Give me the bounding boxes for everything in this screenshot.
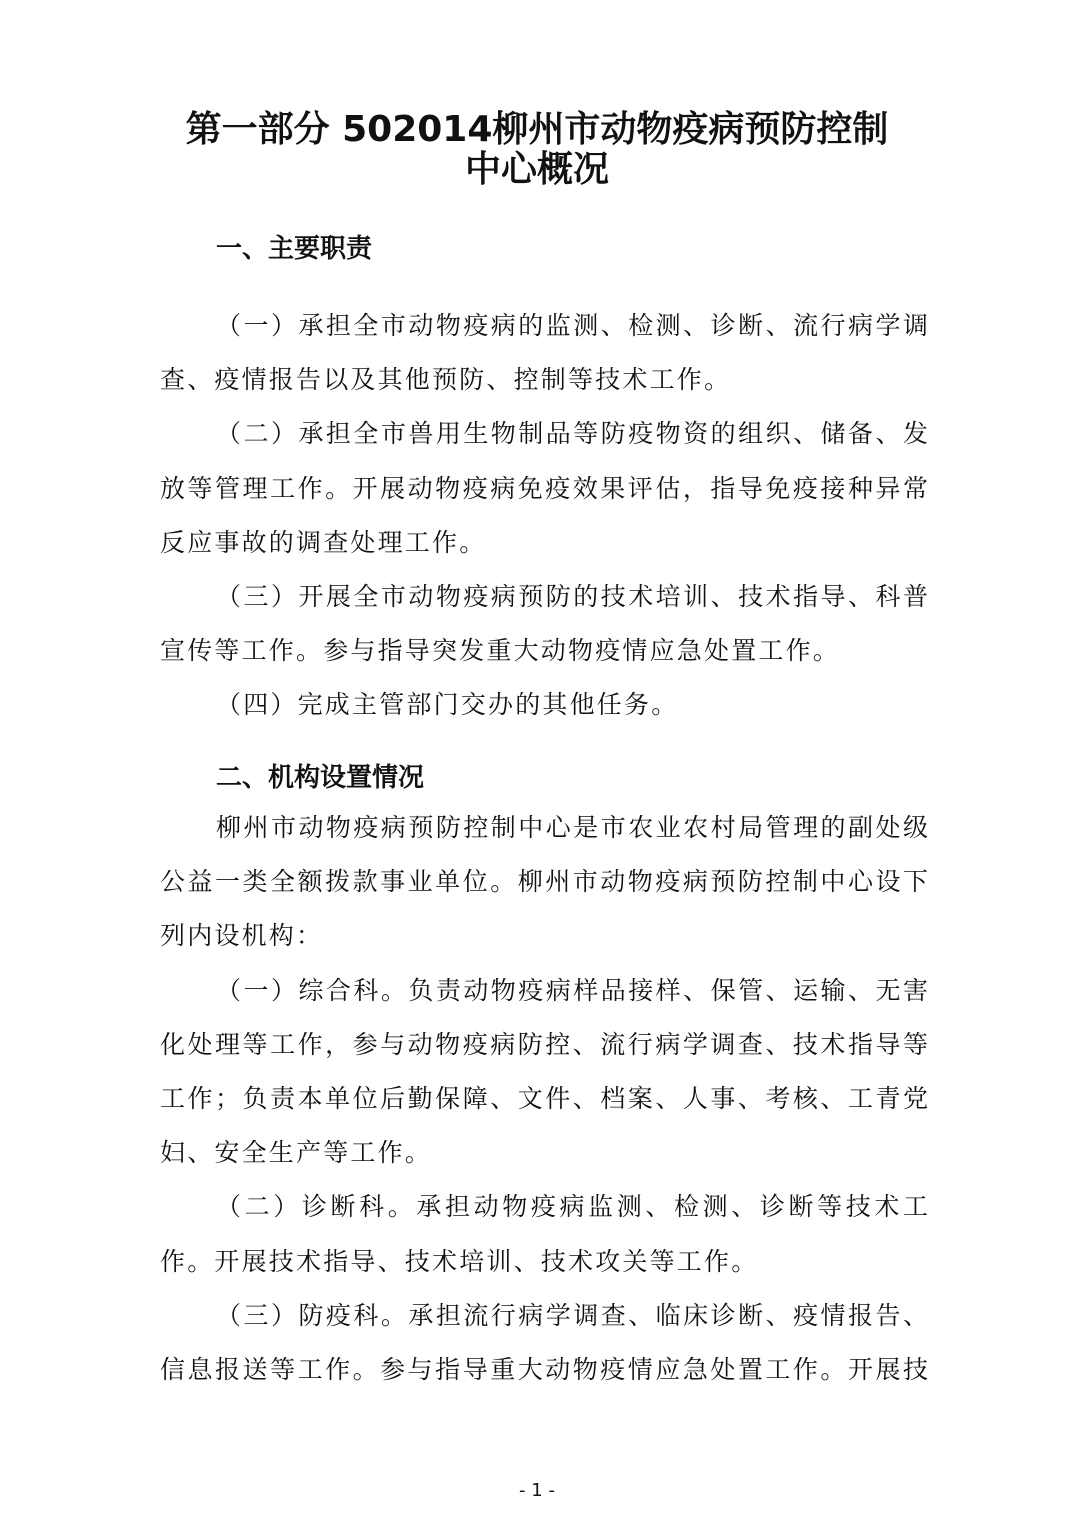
section-heading-duties: 一、主要职责 xyxy=(216,234,373,264)
paragraph xyxy=(160,678,928,732)
paragraph xyxy=(160,570,928,678)
paragraph-line: 化处理等工作，参与动物疫病防控、流行病学调查、技术指导等 xyxy=(160,1029,928,1059)
section-organization-body xyxy=(160,801,928,1397)
paragraph-line: 公益一类全额拨款事业单位。柳州市动物疫病预防控制中心设下 xyxy=(160,867,928,897)
paragraph xyxy=(160,964,928,1181)
page-number: - 1 - xyxy=(519,1480,555,1501)
paragraph-line: 反应事故的调查处理工作。 xyxy=(160,527,487,557)
paragraph-line: 柳州市动物疫病预防控制中心是市农业农村局管理的副处级 xyxy=(216,813,928,842)
paragraph xyxy=(160,1289,928,1397)
paragraph-line: 妇、安全生产等工作。 xyxy=(160,1138,433,1168)
section-duties-body xyxy=(160,299,928,733)
document-title-line-1: 第一部分 502014柳州市动物疫病预防控制 xyxy=(185,109,889,150)
paragraph xyxy=(160,1180,928,1288)
paragraph-line: 信息报送等工作。参与指导重大动物疫情应急处置工作。开展技 xyxy=(160,1354,928,1384)
paragraph-line: （三）开展全市动物疫病预防的技术培训、技术指导、科普 xyxy=(216,581,928,611)
paragraph xyxy=(160,299,928,407)
paragraph-line: 放等管理工作。开展动物疫病免疫效果评估，指导免疫接种异常 xyxy=(160,473,928,503)
paragraph-line: 列内设机构： xyxy=(160,921,324,951)
paragraph-line: 宣传等工作。参与指导突发重大动物疫情应急处置工作。 xyxy=(160,636,841,666)
document-title-line-2: 中心概况 xyxy=(464,149,609,190)
section-heading-organization: 二、机构设置情况 xyxy=(216,763,425,793)
paragraph xyxy=(160,801,928,964)
paragraph-line: （四）完成主管部门交办的其他任务。 xyxy=(216,690,679,720)
paragraph-line: 作。开展技术指导、技术培训、技术攻关等工作。 xyxy=(160,1246,759,1276)
paragraph-line: （二）诊断科。承担动物疫病监测、检测、诊断等技术工 xyxy=(216,1192,928,1222)
paragraph-line: 查、疫情报告以及其他预防、控制等技术工作。 xyxy=(160,365,732,395)
paragraph-line: （三）防疫科。承担流行病学调查、临床诊断、疫情报告、 xyxy=(216,1300,928,1330)
paragraph xyxy=(160,407,928,570)
paragraph-line: （一）承担全市动物疫病的监测、检测、诊断、流行病学调 xyxy=(216,311,928,340)
paragraph-line: 工作；负责本单位后勤保障、文件、档案、人事、考核、工青党 xyxy=(160,1083,928,1113)
paragraph-line: （一）综合科。负责动物疫病样品接样、保管、运输、无害 xyxy=(216,975,928,1005)
paragraph-line: （二）承担全市兽用生物制品等防疫物资的组织、储备、发 xyxy=(216,419,928,449)
